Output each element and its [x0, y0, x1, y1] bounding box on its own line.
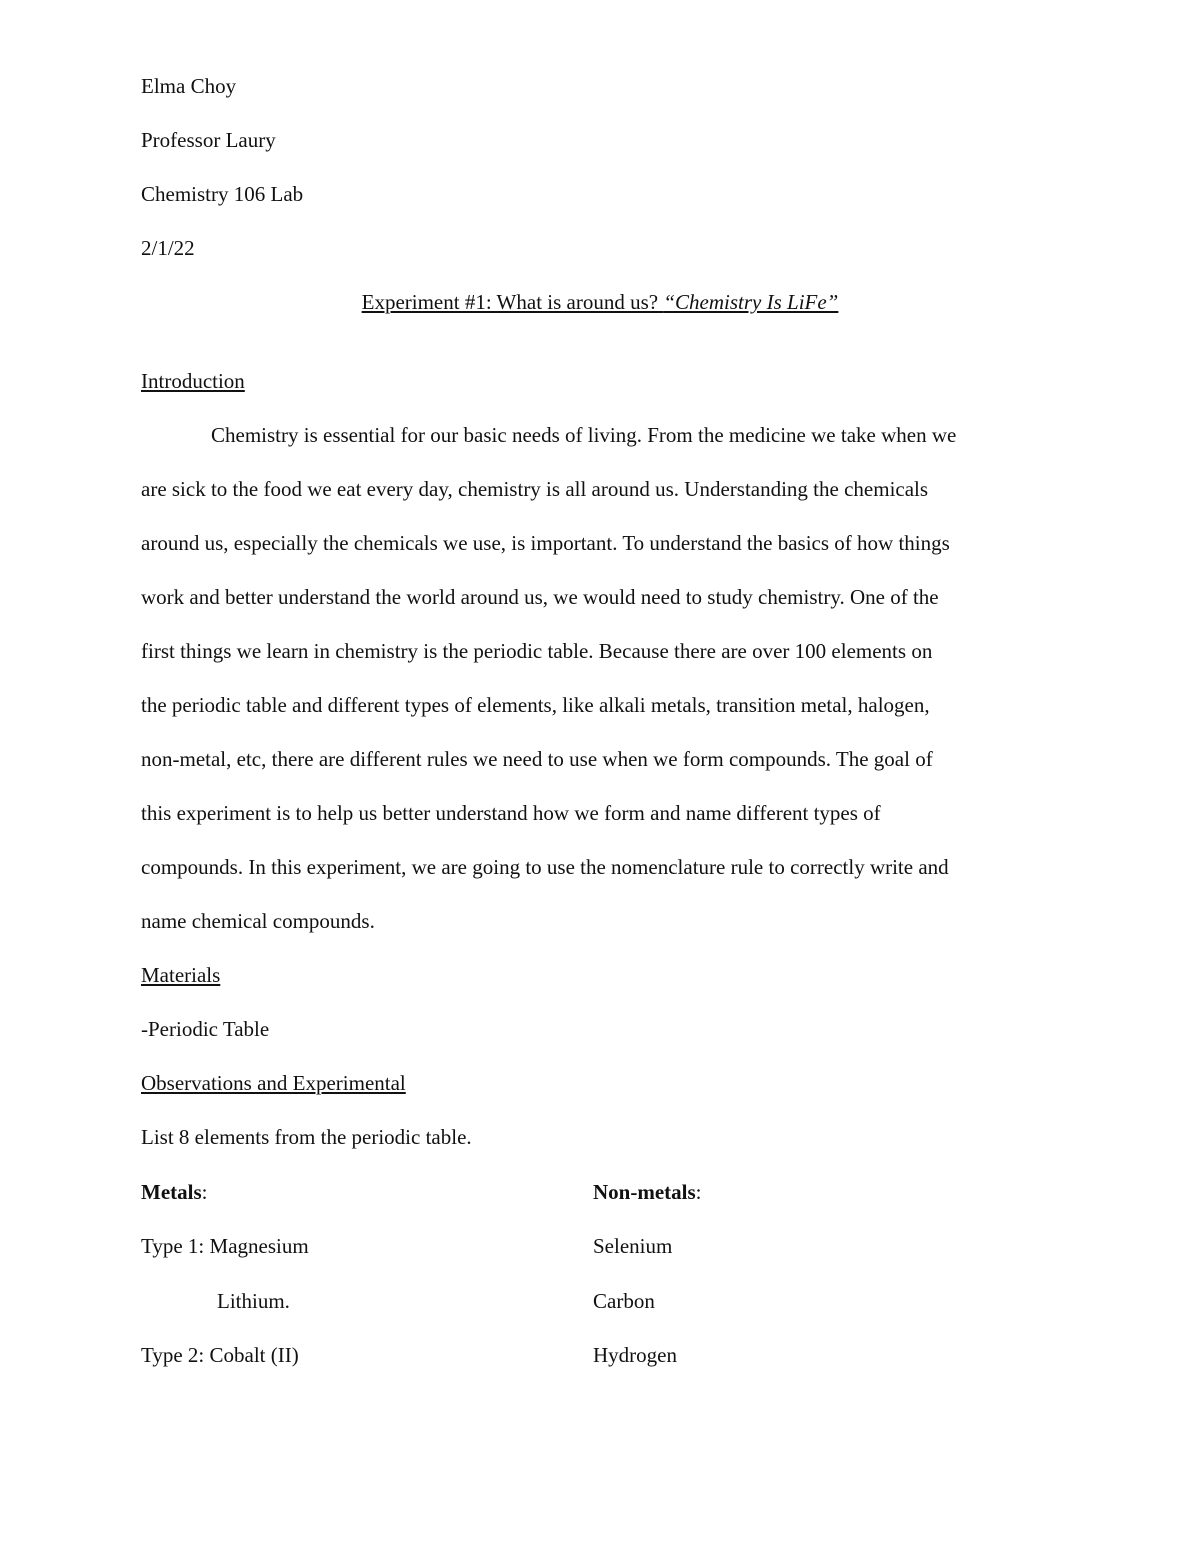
- nonmetals-label: [593, 1178, 702, 1206]
- document-date: 2/1/22: [141, 236, 195, 260]
- metal-item: Type 1: Magnesium: [141, 1234, 309, 1258]
- course-name: Chemistry 106 Lab: [141, 182, 304, 206]
- nonmetals-label-text: Non-metals: [593, 1180, 696, 1204]
- metal-item: Type 2: Cobalt (II): [141, 1343, 299, 1367]
- observations-heading: Observations and Experimental: [141, 1071, 406, 1095]
- nonmetal-item: Carbon: [593, 1289, 655, 1313]
- title-quote: “Chemistry Is LiFe”: [663, 290, 839, 314]
- metals-label-text: Metals: [141, 1180, 202, 1204]
- intro-line: non-metal, etc, there are different rules we need to use when we form compounds. The goal of: [141, 747, 933, 771]
- materials-item: -Periodic Table: [141, 1017, 270, 1041]
- professor-name: Professor Laury: [141, 128, 276, 152]
- introduction-heading: Introduction: [141, 369, 245, 393]
- intro-line: first things we learn in chemistry is the periodic table. Because there are over 100 elements on: [141, 639, 933, 663]
- metals-label-colon: :: [201, 1180, 208, 1204]
- intro-line: compounds. In this experiment, we are going to use the nomenclature rule to correctly write and: [141, 855, 949, 879]
- intro-line: around us, especially the chemicals we use, is important. To understand the basics of how things: [141, 531, 950, 555]
- materials-heading: Materials: [141, 963, 221, 987]
- nonmetals-label-colon: :: [695, 1180, 702, 1204]
- metals-label: [141, 1178, 208, 1206]
- intro-line: name chemical compounds.: [141, 909, 375, 933]
- intro-line: are sick to the food we eat every day, chemistry is all around us. Understanding the chemicals: [141, 477, 929, 501]
- intro-line: the periodic table and different types of elements, like alkali metals, transition metal, halogen,: [141, 693, 930, 717]
- title-main: Experiment #1: What is around us?: [361, 290, 664, 314]
- nonmetal-item: Hydrogen: [593, 1343, 677, 1367]
- metal-item: Lithium.: [217, 1289, 290, 1313]
- intro-line: work and better understand the world around us, we would need to study chemistry. One of the: [141, 585, 939, 609]
- intro-line: Chemistry is essential for our basic needs of living. From the medicine we take when we: [211, 423, 957, 447]
- document-title: [0, 288, 1200, 316]
- author-name: Elma Choy: [141, 74, 237, 98]
- nonmetal-item: Selenium: [593, 1234, 673, 1258]
- observations-instruction: List 8 elements from the periodic table.: [141, 1125, 472, 1149]
- intro-line: this experiment is to help us better understand how we form and name different types of: [141, 801, 881, 825]
